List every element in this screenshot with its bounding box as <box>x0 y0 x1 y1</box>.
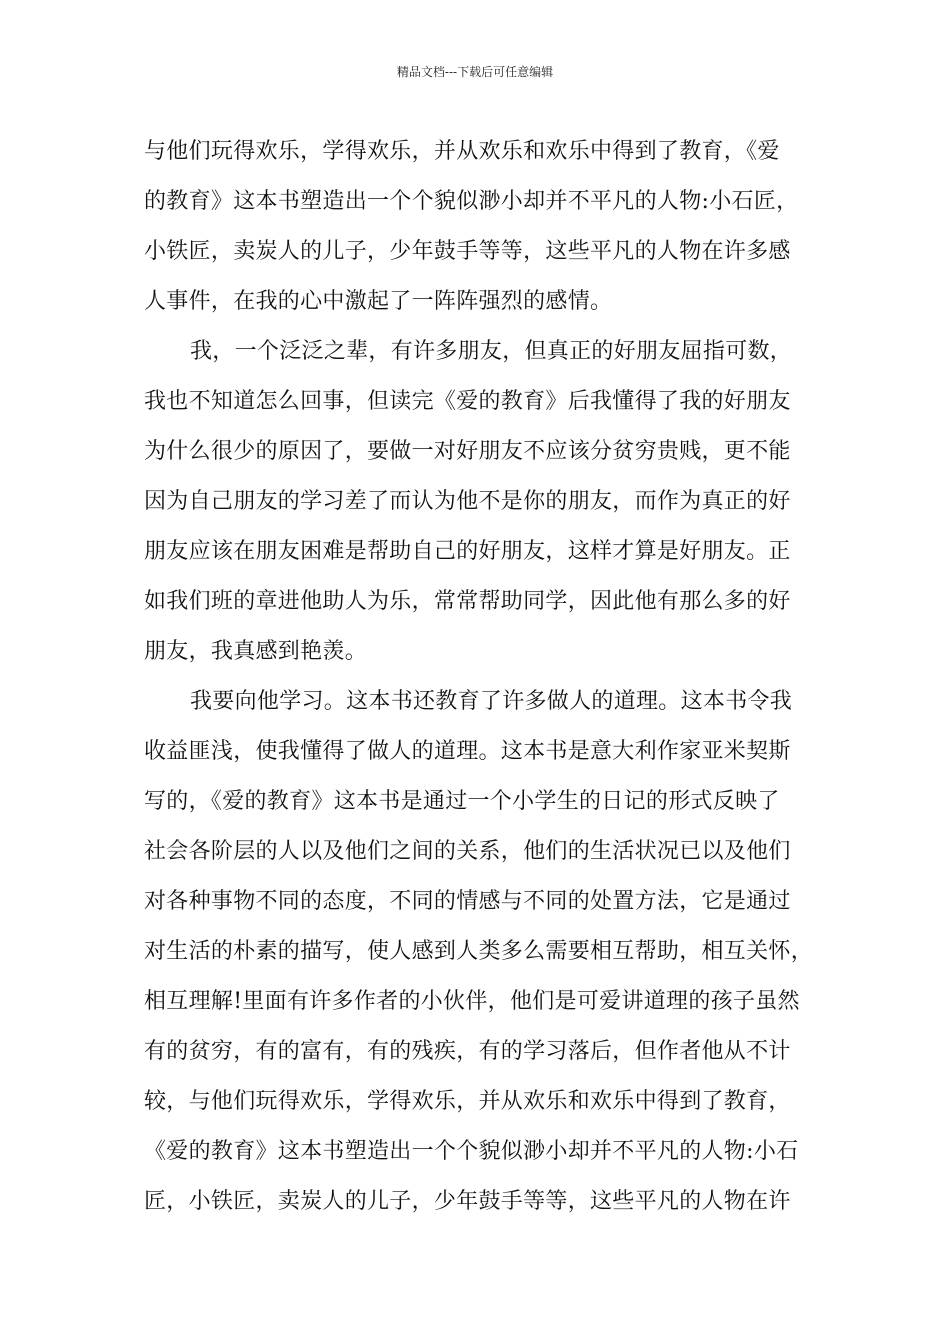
text-line: 如我们班的章进他助人为乐，常常帮助同学，因此他有那么多的好 <box>144 589 791 614</box>
text-line: 人事件，在我的心中激起了一阵阵强烈的感情。 <box>144 289 613 314</box>
text-line: 相互理解!里面有许多作者的小伙伴，他们是可爱讲道理的孩子虽然 <box>144 989 800 1014</box>
text-line: 的教育》这本书塑造出一个个貌似渺小却并不平凡的人物:小石匠， <box>144 189 799 214</box>
text-line: 《爱的教育》这本书塑造出一个个貌似渺小却并不平凡的人物:小石 <box>144 1139 799 1164</box>
text-line: 与他们玩得欢乐，学得欢乐，并从欢乐和欢乐中得到了教育，《爱 <box>144 139 780 164</box>
text-line: 收益匪浅，使我懂得了做人的道理。这本书是意大利作家亚米契斯 <box>144 739 791 764</box>
text-line: 社会各阶层的人以及他们之间的关系，他们的生活状况已以及他们 <box>144 839 791 864</box>
text-line: 有的贫穷，有的富有，有的残疾，有的学习落后，但作者他从不计 <box>144 1039 791 1064</box>
text-line: 我要向他学习。这本书还教育了许多做人的道理。这本书令我 <box>190 689 793 714</box>
text-line: 写的，《爱的教育》这本书是通过一个小学生的日记的形式反映了 <box>144 789 780 814</box>
text-line: 匠，小铁匠，卖炭人的儿子，少年鼓手等等，这些平凡的人物在许 <box>144 1189 791 1214</box>
page-header: 精品文档---下载后可任意编辑 <box>396 65 554 79</box>
text-line: 对各种事物不同的态度，不同的情感与不同的处置方法，它是通过 <box>144 889 791 914</box>
text-line: 对生活的朴素的描写，使人感到人类多么需要相互帮助，相互关怀， <box>144 939 814 964</box>
text-line: 我也不知道怎么回事，但读完《爱的教育》后我懂得了我的好朋友 <box>144 389 791 414</box>
text-line: 较，与他们玩得欢乐，学得欢乐，并从欢乐和欢乐中得到了教育， <box>144 1089 791 1114</box>
text-line: 因为自己朋友的学习差了而认为他不是你的朋友，而作为真正的好 <box>144 489 791 514</box>
document-body <box>144 127 834 1227</box>
text-line: 朋友，我真感到艳羡。 <box>144 639 368 664</box>
text-line: 为什么很少的原因了，要做一对好朋友不应该分贫穷贵贱，更不能 <box>144 439 791 464</box>
text-line: 朋友应该在朋友困难是帮助自己的好朋友，这样才算是好朋友。正 <box>144 539 791 564</box>
text-line: 我，一个泛泛之辈，有许多朋友，但真正的好朋友屈指可数， <box>190 339 793 364</box>
text-line: 小铁匠，卖炭人的儿子，少年鼓手等等，这些平凡的人物在许多感 <box>144 239 791 264</box>
